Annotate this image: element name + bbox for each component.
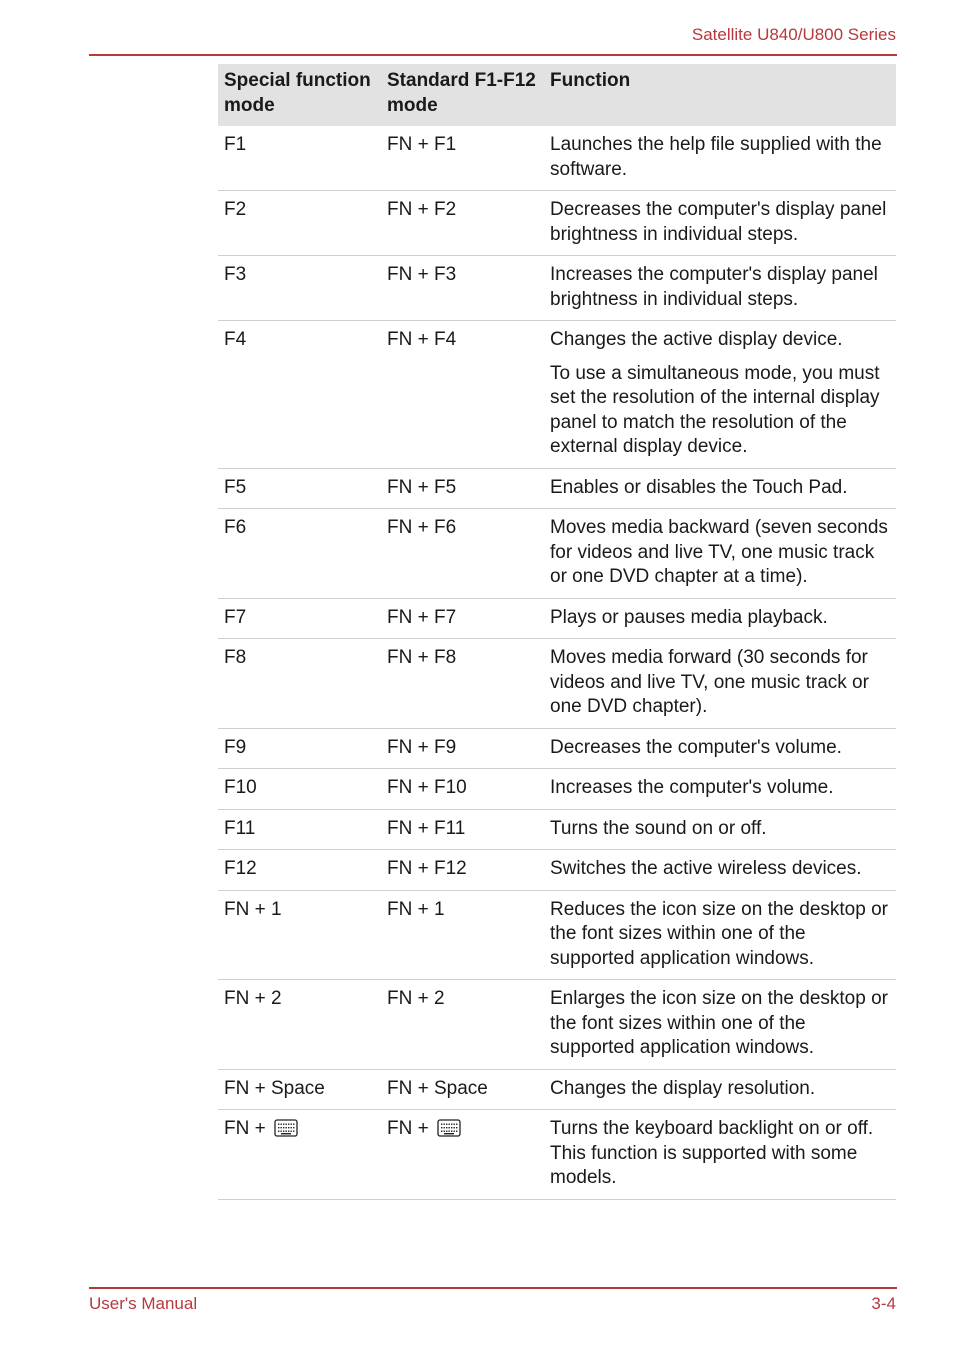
- function-description: Moves media forward (30 seconds for videos and live TV, one music track or one DVD chapter).: [550, 647, 869, 717]
- special-mode-key: F9: [224, 736, 247, 758]
- function-description: Increases the computer's volume.: [550, 777, 834, 798]
- function-description: Decreases the computer's volume.: [550, 736, 842, 758]
- function-description-cell: [544, 126, 896, 191]
- standard-mode-key: FN + 1: [387, 898, 445, 920]
- special-mode-key: F7: [224, 606, 247, 628]
- page-number: 3-4: [871, 1294, 896, 1313]
- standard-mode-key: FN + 2: [387, 988, 445, 1009]
- special-mode-cell: [218, 639, 381, 729]
- standard-mode-cell: [381, 191, 544, 256]
- standard-mode-cell: [381, 728, 544, 769]
- function-description-cell: [544, 890, 896, 980]
- function-description: Switches the active wireless devices.: [550, 858, 862, 879]
- function-description-cell: [544, 728, 896, 769]
- function-description-cell: [544, 468, 896, 509]
- special-mode-key: F10: [224, 777, 257, 798]
- table-row: [218, 1110, 896, 1200]
- function-description: Moves media backward (seven seconds for videos and live TV, one music track or one DVD chapter at a time).: [550, 517, 888, 587]
- table-body: [218, 126, 896, 1199]
- function-description-cell: [544, 1110, 896, 1200]
- function-key-table-container: [218, 64, 896, 1200]
- special-mode-key: F3: [224, 264, 247, 285]
- table-row: [218, 890, 896, 980]
- function-description-cell: [544, 598, 896, 639]
- standard-mode-cell: [381, 809, 544, 850]
- special-mode-key: F11: [224, 817, 256, 839]
- function-description-cell: [544, 191, 896, 256]
- special-mode-cell: [218, 809, 381, 850]
- standard-mode-key: FN + F7: [387, 606, 457, 628]
- special-mode-key: F6: [224, 517, 247, 538]
- standard-mode-key: FN + F11: [387, 817, 466, 839]
- standard-mode-key: FN + F1: [387, 134, 457, 155]
- special-mode-cell: [218, 321, 381, 469]
- function-description: Enlarges the icon size on the desktop or the font sizes within one of the supported application windows.: [550, 988, 888, 1058]
- standard-mode-cell: [381, 321, 544, 469]
- standard-mode-key: FN + F4: [387, 329, 457, 350]
- function-description-cell: [544, 256, 896, 321]
- standard-mode-cell: [381, 509, 544, 599]
- function-description: Plays or pauses media playback.: [550, 606, 828, 628]
- function-description-cell: [544, 809, 896, 850]
- standard-mode-key: FN + F8: [387, 647, 457, 668]
- running-header-title: Satellite U840/U800 Series: [691, 25, 896, 44]
- function-description: Changes the active display device.: [550, 329, 843, 350]
- table-row: [218, 468, 896, 509]
- table-row: [218, 850, 896, 891]
- standard-mode-cell: [381, 769, 544, 810]
- footer-divider: [89, 1287, 897, 1289]
- function-description-cell: [544, 1069, 896, 1110]
- special-mode-key: FN + Space: [224, 1077, 325, 1099]
- special-mode-cell: [218, 728, 381, 769]
- function-description: Turns the keyboard backlight on or off. This function is supported with some models.: [550, 1118, 874, 1188]
- special-mode-cell: [218, 256, 381, 321]
- standard-mode-key: FN + F2: [387, 199, 457, 220]
- special-mode-cell: [218, 980, 381, 1070]
- special-mode-key: FN + 2: [224, 988, 282, 1009]
- table-row: [218, 769, 896, 810]
- special-mode-cell: [218, 890, 381, 980]
- standard-mode-key: FN + F6: [387, 517, 457, 538]
- special-mode-cell: [218, 468, 381, 509]
- function-key-table: [218, 64, 896, 1200]
- function-description: Launches the help file supplied with the software.: [550, 134, 882, 180]
- function-description: Changes the display resolution.: [550, 1077, 816, 1099]
- standard-mode-key: FN + F12: [387, 858, 467, 879]
- special-mode-key: F4: [224, 329, 247, 350]
- function-description-cell: [544, 980, 896, 1070]
- special-mode-key: F1: [224, 134, 247, 155]
- standard-mode-cell: [381, 850, 544, 891]
- table-row: [218, 728, 896, 769]
- standard-mode-cell: [381, 890, 544, 980]
- keyboard-icon: [274, 1118, 298, 1146]
- standard-mode-cell: [381, 598, 544, 639]
- special-mode-cell: [218, 1110, 381, 1200]
- table-row: [218, 809, 896, 850]
- special-mode-cell: [218, 191, 381, 256]
- special-mode-cell: [218, 1069, 381, 1110]
- standard-mode-cell: [381, 256, 544, 321]
- function-description: Reduces the icon size on the desktop or the font sizes within one of the supported application windows.: [550, 898, 888, 969]
- standard-mode-key: FN + F10: [387, 777, 467, 798]
- standard-mode-key: FN + F3: [387, 264, 457, 285]
- special-mode-key: FN +: [224, 1118, 266, 1139]
- standard-mode-cell: [381, 639, 544, 729]
- function-description-cell: [544, 509, 896, 599]
- standard-mode-cell: [381, 126, 544, 191]
- standard-mode-cell: [381, 980, 544, 1070]
- table-row: [218, 321, 896, 469]
- table-row: [218, 1069, 896, 1110]
- special-mode-cell: [218, 598, 381, 639]
- header-divider: [89, 54, 897, 56]
- standard-mode-cell: [381, 1069, 544, 1110]
- table-row: [218, 980, 896, 1070]
- column-header-special: Special function mode: [218, 64, 381, 126]
- special-mode-cell: [218, 126, 381, 191]
- standard-mode-cell: [381, 468, 544, 509]
- special-mode-key: F8: [224, 647, 247, 668]
- keyboard-icon: [437, 1118, 461, 1146]
- footer-manual-label: User's Manual: [89, 1294, 198, 1313]
- function-description: Decreases the computer's display panel brightness in individual steps.: [550, 199, 887, 245]
- special-mode-cell: [218, 509, 381, 599]
- standard-mode-key: FN + F5: [387, 476, 457, 498]
- table-row: [218, 509, 896, 599]
- function-description: Turns the sound on or off.: [550, 817, 767, 839]
- function-description: Increases the computer's display panel brightness in individual steps.: [550, 264, 878, 310]
- special-mode-key: FN + 1: [224, 898, 282, 920]
- table-row: [218, 191, 896, 256]
- function-description: Enables or disables the Touch Pad.: [550, 476, 848, 498]
- table-row: [218, 598, 896, 639]
- table-row: [218, 256, 896, 321]
- special-mode-cell: [218, 769, 381, 810]
- special-mode-key: F12: [224, 858, 257, 879]
- special-mode-cell: [218, 850, 381, 891]
- special-mode-key: F2: [224, 199, 247, 220]
- table-header-row: [218, 64, 896, 126]
- function-description-cell: [544, 639, 896, 729]
- standard-mode-key: FN + Space: [387, 1077, 488, 1099]
- standard-mode-cell: [381, 1110, 544, 1200]
- function-description-cell: [544, 850, 896, 891]
- column-header-standard: Standard F1-F12 mode: [381, 64, 544, 126]
- standard-mode-key: FN +: [387, 1118, 429, 1139]
- function-description: To use a simultaneous mode, you must set the resolution of the internal display panel to match the resolution of the external display device.: [550, 362, 880, 457]
- table-row: [218, 126, 896, 191]
- special-mode-key: F5: [224, 476, 247, 498]
- standard-mode-key: FN + F9: [387, 736, 457, 758]
- function-description-cell: [544, 769, 896, 810]
- column-header-function: Function: [544, 64, 896, 126]
- function-description-cell: [544, 321, 896, 469]
- table-row: [218, 639, 896, 729]
